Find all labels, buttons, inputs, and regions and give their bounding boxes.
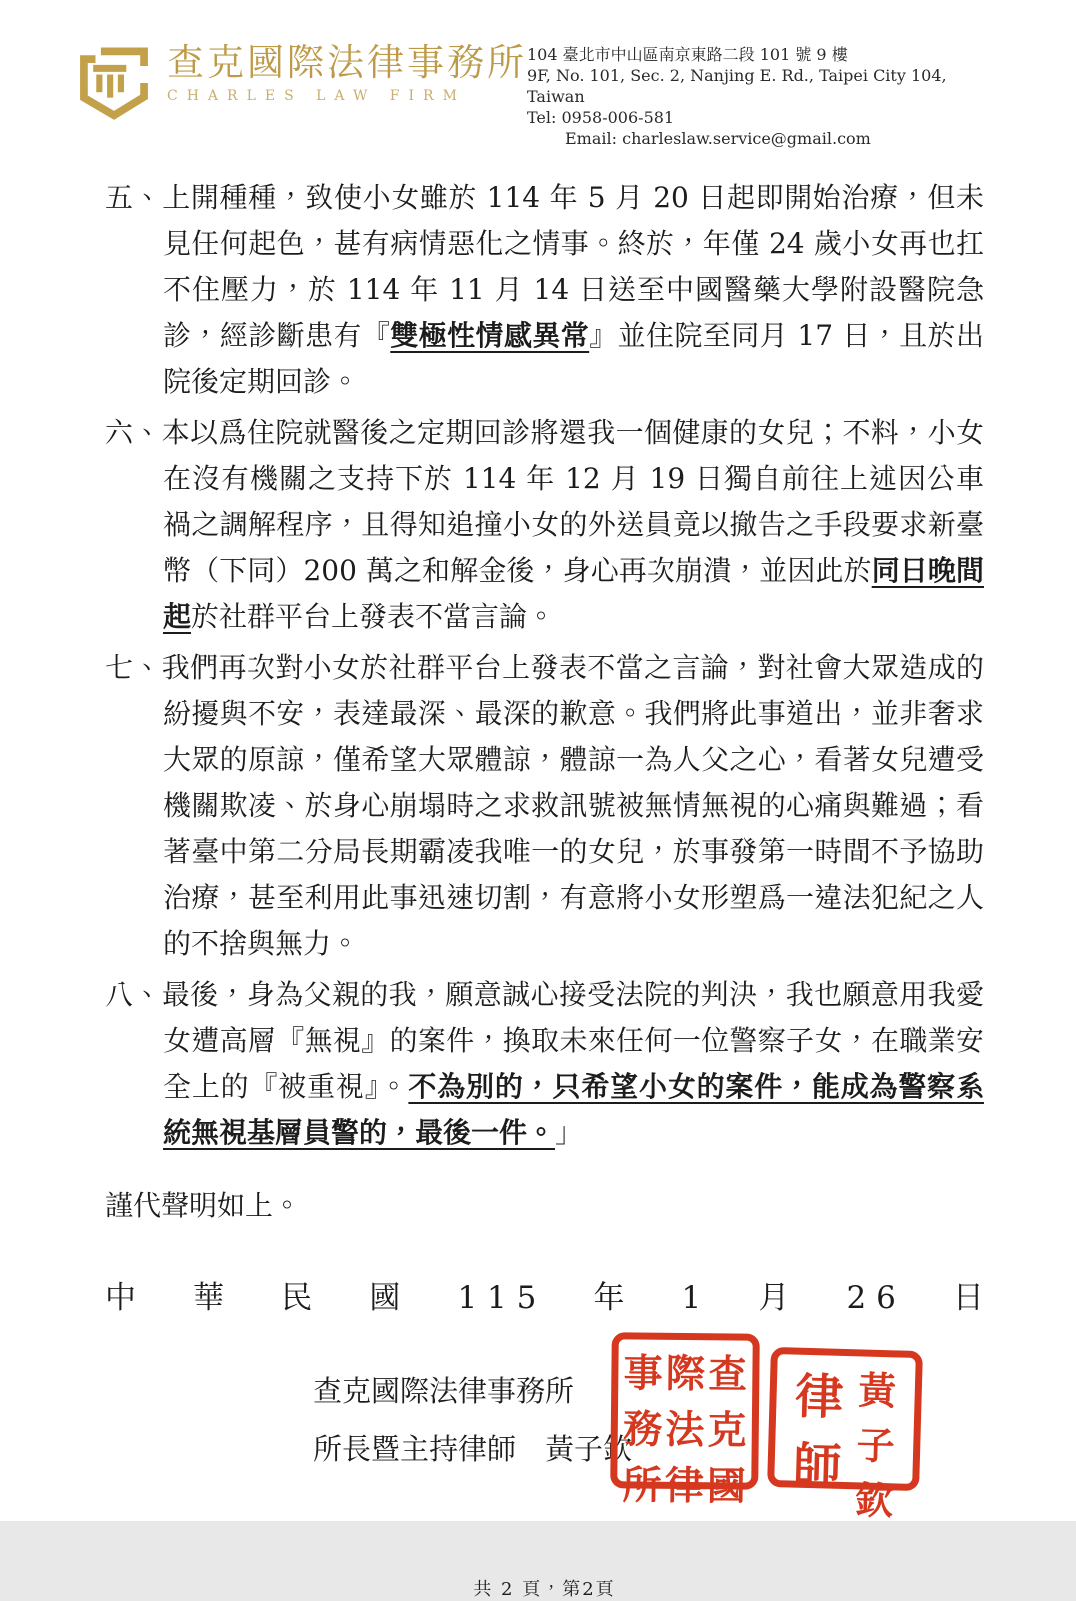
paragraph-text: 本以爲住院就醫後之定期回診將還我一個健康的女兒；不料，小女在沒有機關之支持下於 114 年 12 月 19 日獨自前往上述因公車禍之調解程序，且得知追撞小女的外送員竟以撤告之手段要求新臺幣（下同）200 萬之和解金後，身心再次崩潰，並因此於 — [161, 416, 984, 587]
seal-character: 國 — [706, 1463, 747, 1510]
date-token: 2 6 — [846, 1280, 896, 1316]
phone-number: Tel: 0958-006-581 — [527, 108, 675, 127]
date-token: 國 — [369, 1280, 401, 1316]
date-token: 中 — [105, 1280, 136, 1316]
statement-paragraph — [105, 972, 984, 1156]
seal-character: 務 — [622, 1406, 663, 1453]
seal-column — [664, 1343, 706, 1510]
paragraph-text: 』並住院至同月 17 日，且於出院後定期回診。 — [163, 319, 984, 398]
seal-character: 克 — [707, 1407, 747, 1454]
firm-address-block — [527, 44, 984, 149]
seal-character: 際 — [665, 1350, 706, 1398]
address-line-zh: 104 臺北市中山區南京東路二段 101 號 9 樓 — [527, 45, 848, 64]
seal-character: 欽 — [854, 1477, 894, 1524]
seal-column — [792, 1358, 845, 1495]
seal-character: 子 — [855, 1422, 896, 1469]
seal-character: 所 — [622, 1462, 662, 1509]
seal-character: 黃 — [857, 1367, 897, 1414]
lawyer-seal-stamp — [767, 1347, 923, 1524]
statement-paragraph — [105, 645, 984, 967]
paragraph-list — [105, 175, 984, 1156]
email-address: Email: charleslaw.service@gmail.com — [565, 129, 871, 148]
date-token: 華 — [193, 1280, 225, 1316]
emphasized-text: 雙極性情感異常 — [390, 319, 590, 352]
paragraph-text: 上開種種，致使小女雖於 114 年 5 月 20 日起即開始治療，但未見任何起色，甚有病情惡化之情事。終於，年僅 24 歲小女再也扛不住壓力，於 114 年 11 月 14 日送至中國醫藥大學附設醫院急診，經診斷患有『 — [162, 181, 984, 352]
date-token: 日 — [952, 1280, 984, 1316]
seal-character: 師 — [792, 1437, 843, 1495]
signature-area — [105, 1347, 984, 1535]
signature-lines — [313, 1374, 633, 1466]
emphasized-text: 同日晚間起 — [163, 554, 984, 633]
signature-title-name: 所長暨主持律師 黃子欽 — [313, 1432, 633, 1466]
shield-column-logo-icon — [77, 44, 151, 122]
seal-character: 事 — [623, 1350, 663, 1397]
firm-name-block — [167, 42, 527, 104]
statement-paragraph — [105, 410, 984, 640]
seal-character: 法 — [665, 1406, 705, 1454]
paragraph-text: 我們再次對小女於社群平台上發表不當之言論，對社會大眾造成的紛擾與不安，表達最深、最深的歉意。我們將此事道出，並非奢求大眾的原諒，僅希望大眾體諒，體諒一為人父之心，看著女兒遭受機關欺凌、於身心崩塌時之求救訊號被無情無視的心痛與難過；看著臺中第二分局長期霸凌我唯一的女兒，於事發第一時間不予協助治療，甚至利用此事迅速切割，有意將小女形塑爲一違法犯紀之人的不捨與無力。 — [161, 651, 984, 960]
firm-name-zh: 查克國際法律事務所 — [167, 41, 527, 84]
date-token: 1 1 5 — [457, 1280, 537, 1316]
date-token: 年 — [593, 1280, 625, 1316]
date-token: 1 — [681, 1280, 702, 1316]
seal-column — [706, 1343, 748, 1510]
paragraph-number: 八、 — [105, 978, 162, 1011]
contact-line — [527, 107, 984, 149]
seal-character: 律 — [664, 1462, 704, 1510]
seal-column — [622, 1342, 663, 1509]
page-number-footer: 共 2 頁，第2頁 — [473, 1579, 616, 1600]
paragraph-text: 最後，身為父親的我，願意誠心接受法院的判決，我也願意用我愛女遭高層『無視』的案件，換取未來任何一位警察子女，在職業安全上的『被重視』。 — [161, 978, 984, 1103]
paragraph-number: 五、 — [105, 181, 163, 214]
signature-firm-name: 查克國際法律事務所 — [313, 1374, 575, 1408]
date-token: 月 — [758, 1280, 790, 1316]
seal-column — [854, 1359, 897, 1524]
paragraph-number: 七、 — [105, 651, 162, 684]
statement-paragraph — [105, 175, 984, 405]
emphasized-text: 不為別的，只希望小女的案件，能成為警察系統無視基層員警的，最後一件。 — [163, 1070, 984, 1149]
date-token: 民 — [281, 1280, 313, 1316]
letterhead — [77, 42, 984, 149]
date-line — [105, 1272, 984, 1317]
paragraph-text: 」 — [555, 1116, 584, 1149]
seal-character: 律 — [794, 1368, 845, 1426]
paragraph-number: 六、 — [105, 416, 162, 449]
paragraph-text: 於社群平台上發表不當言論。 — [191, 600, 556, 633]
address-line-en: 9F, No. 101, Sec. 2, Nanjing E. Rd., Taipei City 104, Taiwan — [527, 66, 947, 106]
firm-name-en: CHARLES LAW FIRM — [167, 87, 466, 104]
closing-line: 謹代聲明如上。 — [105, 1189, 302, 1222]
firm-seal-stamp — [610, 1332, 760, 1510]
firm-brand — [77, 42, 527, 122]
seal-character: 查 — [707, 1351, 748, 1398]
